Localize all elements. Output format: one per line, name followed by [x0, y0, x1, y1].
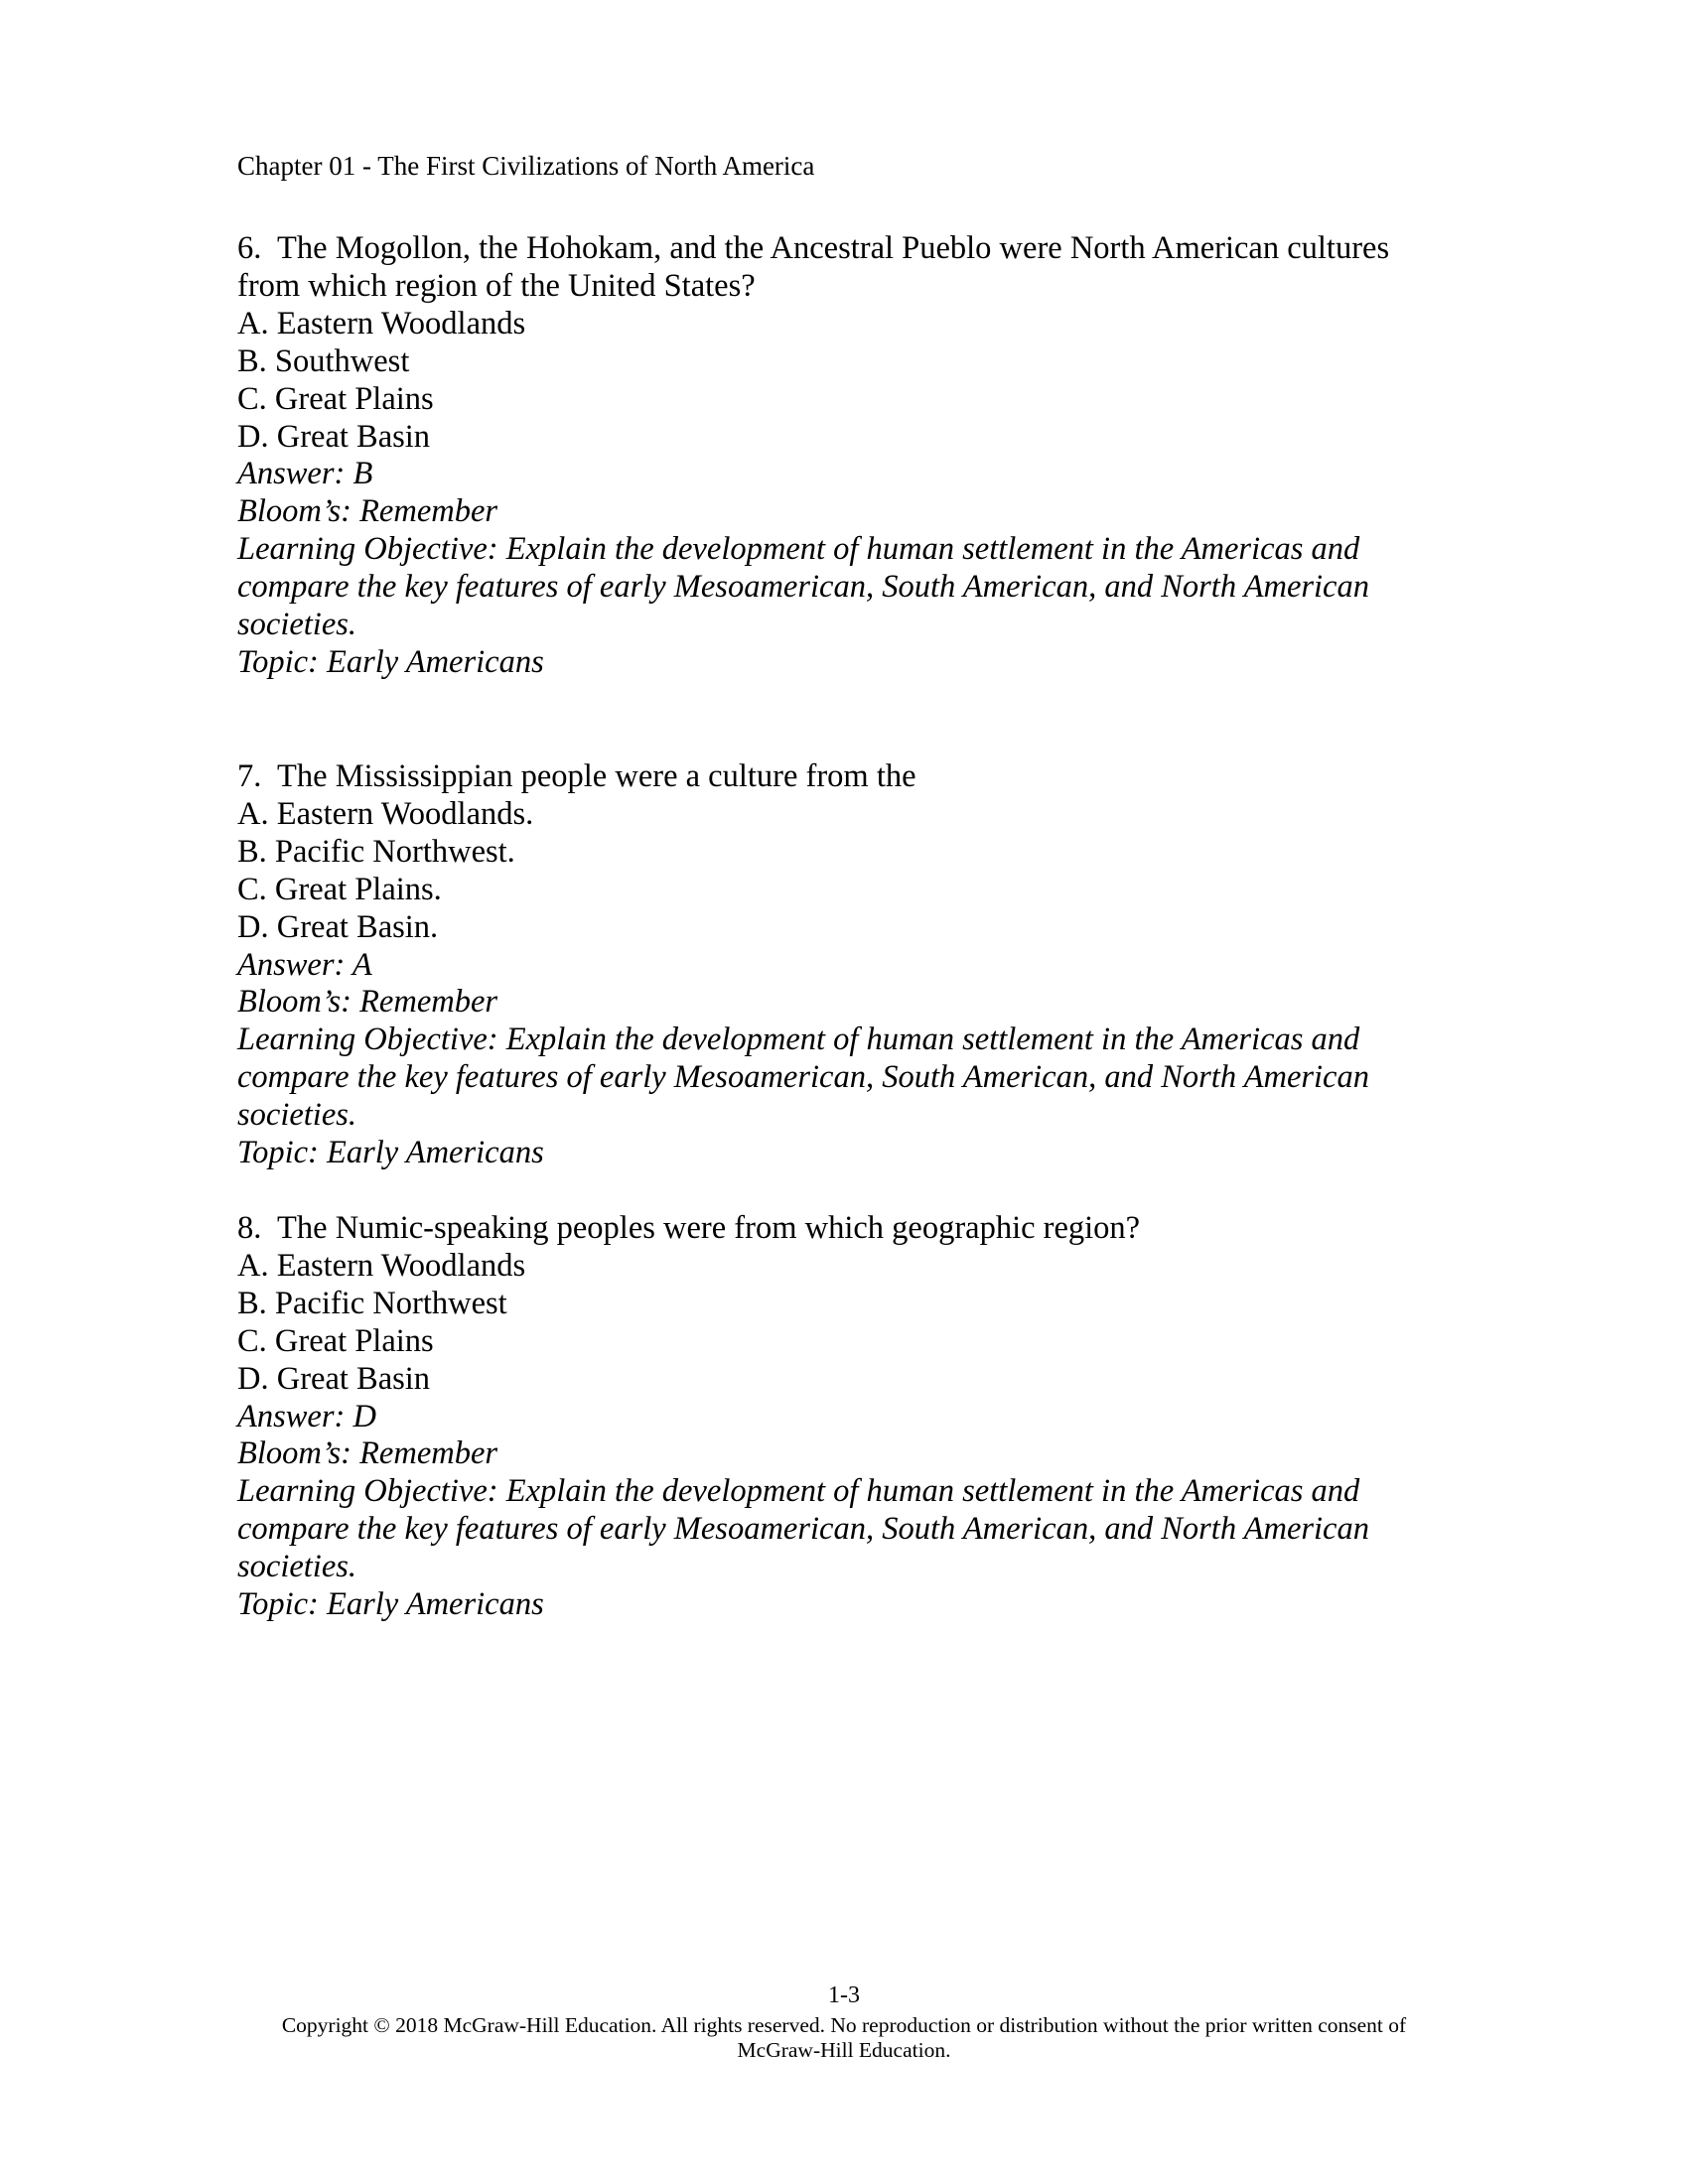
option-d: D. Great Basin: [237, 1360, 431, 1397]
option-b: B. Pacific Northwest: [237, 1285, 507, 1321]
question-8: [237, 1210, 1429, 1624]
answer: Answer: B: [237, 456, 373, 492]
topic: Topic: Early Americans: [237, 1135, 544, 1171]
option-d: D. Great Basin: [237, 418, 431, 455]
question-6: [237, 230, 1429, 682]
blooms: Bloom’s: Remember: [237, 984, 498, 1021]
learning-objective: Learning Objective: Explain the development of human settlement in the Americas and compare the key features of early Mesoamerican, South American, and North American societies.: [237, 531, 1369, 643]
copyright-line-2: McGraw-Hill Education.: [737, 2038, 951, 2062]
copyright-line-1: Copyright © 2018 McGraw-Hill Education. All rights reserved. No reproduction or distribution without the prior written consent of: [281, 2013, 1407, 2037]
option-a: A. Eastern Woodlands: [237, 1247, 526, 1284]
learning-objective: Learning Objective: Explain the development of human settlement in the Americas and compare the key features of early Mesoamerican, South American, and North American societies.: [237, 1473, 1369, 1585]
option-a: A. Eastern Woodlands.: [237, 795, 534, 832]
option-d: D. Great Basin.: [237, 908, 439, 945]
answer: Answer: A: [237, 946, 372, 983]
question-7: [237, 758, 1429, 1172]
topic: Topic: Early Americans: [237, 643, 544, 680]
learning-objective: Learning Objective: Explain the development of human settlement in the Americas and compare the key features of early Mesoamerican, South American, and North American societies.: [237, 1022, 1369, 1134]
question-stem: 6. The Mogollon, the Hohokam, and the Ancestral Pueblo were North American cultures from which region of the United States?: [237, 230, 1390, 304]
running-header: Chapter 01 - The First Civilizations of North America: [237, 151, 815, 181]
page-number: 1-3: [828, 1982, 860, 2008]
option-b: B. Pacific Northwest.: [237, 833, 515, 870]
blooms: Bloom’s: Remember: [237, 493, 498, 530]
option-a: A. Eastern Woodlands: [237, 305, 526, 341]
answer: Answer: D: [237, 1398, 376, 1434]
option-c: C. Great Plains: [237, 1322, 434, 1359]
option-c: C. Great Plains: [237, 380, 434, 417]
topic: Topic: Early Americans: [237, 1586, 544, 1623]
option-c: C. Great Plains.: [237, 871, 442, 907]
option-b: B. Southwest: [237, 342, 410, 379]
question-stem: 7. The Mississippian people were a culture from the: [237, 758, 916, 794]
question-stem: 8. The Numic-speaking peoples were from which geographic region?: [237, 1210, 1141, 1246]
blooms: Bloom’s: Remember: [237, 1435, 498, 1472]
